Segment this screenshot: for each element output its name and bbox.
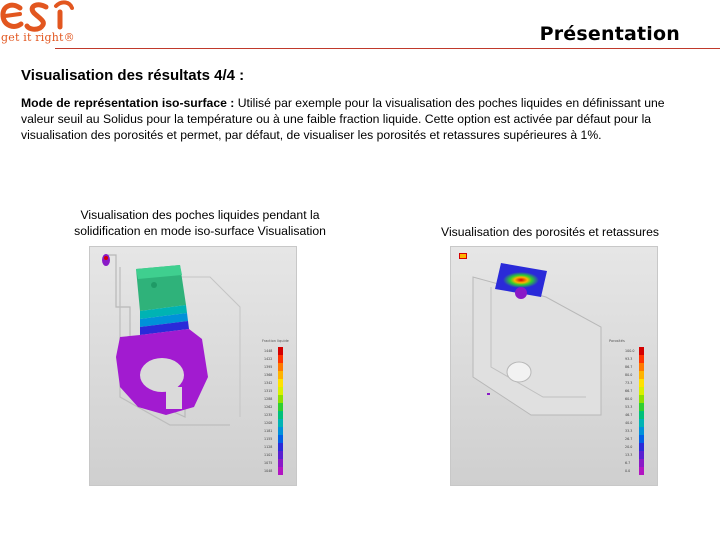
legend-tick-label: 1288 [264, 397, 273, 401]
section-title: Visualisation des résultats 4/4 : [21, 67, 245, 84]
legend-swatch [639, 443, 644, 451]
legend-tick-label: 100.0 [625, 349, 635, 353]
legend-tick-label: 80.0 [625, 373, 633, 377]
legend-title: Fraction liquide [262, 339, 289, 343]
legend-swatch [639, 419, 644, 427]
legend-tick-label: 1368 [264, 373, 273, 377]
legend-tick-label: 1235 [264, 413, 273, 417]
legend-swatch [639, 363, 644, 371]
legend-swatch [278, 371, 283, 379]
legend-tick-label: 20.0 [625, 445, 633, 449]
legend-swatch [639, 467, 644, 475]
simulation-render-porosity [451, 247, 657, 485]
legend-title: Porosités [609, 339, 625, 343]
logo-tagline: get it right® [1, 31, 75, 44]
legend-tick-label: 93.3 [625, 357, 633, 361]
legend-tick-label: 53.3 [625, 405, 633, 409]
legend-swatch [639, 403, 644, 411]
legend-tick-label: 1422 [264, 357, 273, 361]
legend-swatch [278, 443, 283, 451]
legend-swatch [639, 387, 644, 395]
legend-tick-label: 66.7 [625, 389, 633, 393]
legend-tick-label: 33.3 [625, 429, 633, 433]
legend-tick-label: 1155 [264, 437, 273, 441]
legend-tick-label: 6.7 [625, 461, 631, 465]
legend-swatch [639, 371, 644, 379]
legend-tick-label: 0.0 [625, 469, 631, 473]
legend-swatch [278, 427, 283, 435]
legend-tick-label: 1101 [264, 453, 273, 457]
simulation-image-liquid-pockets [89, 246, 297, 486]
legend-swatch [639, 379, 644, 387]
legend-tick-label: 1075 [264, 461, 273, 465]
body-text: Utilisé par exemple pour la visualisation des poches liquides en définissant une valeur seuil au Solidus pour la température ou à une faible fraction liquide. Cette option est activée par défaut pour la visualisation des porosités et permet, par défaut, de visualiser les porosités et retassures supérieures à 1%. [21, 96, 665, 142]
legend-swatch [639, 451, 644, 459]
esi-logo-mark [0, 0, 75, 32]
legend-tick-label: 1448 [264, 349, 273, 353]
legend-tick-label: 40.0 [625, 421, 633, 425]
legend-tick-label: 86.7 [625, 365, 633, 369]
legend-swatch [639, 347, 644, 355]
legend-swatch [278, 435, 283, 443]
legend-tick-label: 26.7 [625, 437, 633, 441]
legend-swatch [278, 379, 283, 387]
legend-swatch [639, 459, 644, 467]
simulation-image-porosity [450, 246, 658, 486]
legend-swatch [278, 395, 283, 403]
esi-logo [0, 0, 82, 50]
legend-tick-label: 1048 [264, 469, 273, 473]
legend-tick-label: 46.7 [625, 413, 633, 417]
legend-swatch [278, 451, 283, 459]
legend-swatch [278, 355, 283, 363]
legend-swatch [278, 387, 283, 395]
legend-tick-label: 1342 [264, 381, 273, 385]
body-lead: Mode de représentation iso-surface : [21, 96, 235, 110]
body-paragraph [21, 95, 693, 143]
legend-tick-label: 1208 [264, 421, 273, 425]
legend-tick-label: 1128 [264, 445, 273, 449]
figure-caption-porosity: Visualisation des porosités et retassures [441, 225, 659, 239]
legend-swatch [278, 403, 283, 411]
legend-swatch [278, 459, 283, 467]
legend-swatch [278, 363, 283, 371]
legend-tick-label: 13.3 [625, 453, 633, 457]
legend-swatch [278, 419, 283, 427]
figure-caption-liquid-pockets: Visualisation des poches liquides pendant la solidification en mode iso-surface Visualisation [74, 208, 326, 238]
legend-tick-label: 1181 [264, 429, 273, 433]
legend-tick-label: 60.0 [625, 397, 633, 401]
page-title: Présentation [539, 23, 680, 45]
legend-swatch [639, 395, 644, 403]
legend-swatch [639, 411, 644, 419]
legend-tick-label: 1315 [264, 389, 273, 393]
legend-tick-label: 73.3 [625, 381, 633, 385]
legend-swatch [278, 347, 283, 355]
legend-swatch [278, 467, 283, 475]
legend-swatch [639, 427, 644, 435]
legend-swatch [639, 355, 644, 363]
legend-tick-label: 1262 [264, 405, 273, 409]
simulation-render-liquid-pockets [90, 247, 296, 485]
legend-tick-label: 1395 [264, 365, 273, 369]
header-divider [55, 48, 720, 49]
legend-swatch [278, 411, 283, 419]
legend-swatch [639, 435, 644, 443]
